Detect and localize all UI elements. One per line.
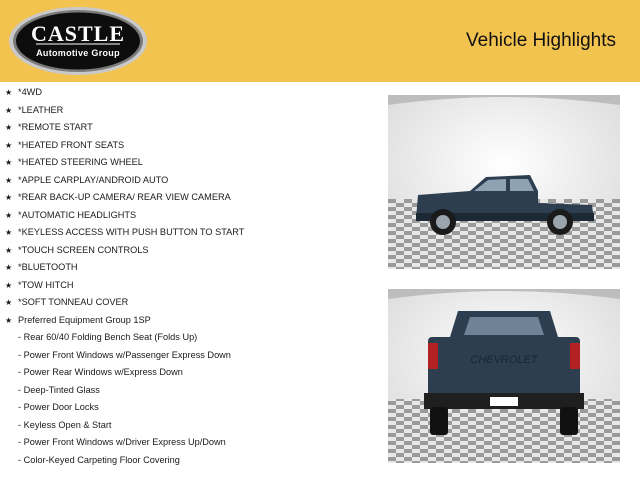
star-icon: ★ [5, 123, 13, 132]
star-icon: ★ [5, 210, 13, 220]
star-icon: ★ [5, 158, 13, 167]
feature-label: *REAR BACK-UP CAMERA/ REAR VIEW CAMERA [18, 192, 231, 202]
feature-label: *4WD [18, 87, 42, 97]
feature-item [0, 137, 380, 155]
header-banner [0, 0, 640, 82]
feature-item [0, 242, 380, 260]
feature-item [0, 224, 380, 242]
star-icon: ★ [5, 280, 13, 290]
sub-feature-item: - Power Door Locks [18, 402, 99, 412]
star-icon: ★ [5, 88, 13, 97]
feature-item [0, 84, 380, 102]
feature-label: *REMOTE START [18, 122, 93, 132]
star-icon: ★ [5, 315, 13, 325]
star-icon: ★ [5, 193, 13, 202]
star-icon: ★ [5, 298, 13, 307]
sub-feature-item: - Rear 60/40 Folding Bench Seat (Folds Up) [18, 332, 198, 342]
star-icon: ★ [5, 105, 13, 115]
feature-item [0, 119, 380, 137]
feature-item [0, 294, 380, 312]
sub-feature-item: - Deep-Tinted Glass [18, 384, 100, 395]
sub-feature-item: - Keyless Open & Start [18, 419, 112, 430]
truck-rear-photo [388, 289, 620, 463]
feature-list [0, 84, 380, 469]
feature-label: *TOW HITCH [18, 279, 74, 290]
star-icon: ★ [5, 263, 13, 272]
castle-logo [8, 6, 148, 76]
sub-feature-item: - Power Rear Windows w/Express Down [18, 367, 183, 377]
feature-item [0, 154, 380, 172]
tailgate-text: CHEVROLET [470, 354, 538, 366]
logo-sub-text: Automotive Group [36, 48, 120, 58]
feature-label: Preferred Equipment Group 1SP [18, 314, 151, 325]
feature-label: *TOUCH SCREEN CONTROLS [18, 244, 149, 255]
feature-item [0, 207, 380, 225]
feature-label: *BLUETOOTH [18, 262, 78, 272]
feature-label: *HEATED FRONT SEATS [18, 139, 125, 150]
feature-label: *LEATHER [18, 104, 64, 115]
feature-item [0, 259, 380, 277]
sub-feature-item: - Color-Keyed Carpeting Floor Covering [18, 454, 180, 465]
star-icon: ★ [5, 228, 13, 237]
feature-label: *SOFT TONNEAU COVER [18, 297, 129, 307]
logo-main-text: CASTLE [30, 21, 126, 46]
truck-side-photo [388, 95, 620, 269]
feature-label: *APPLE CARPLAY/ANDROID AUTO [18, 174, 169, 185]
feature-item [0, 312, 380, 330]
sub-feature-item: - Power Front Windows w/Driver Express Up/Down [18, 437, 226, 447]
feature-label: *AUTOMATIC HEADLIGHTS [18, 209, 137, 220]
feature-item [0, 277, 380, 295]
sub-feature-item: - Power Front Windows w/Passenger Express Down [18, 349, 231, 360]
star-icon: ★ [5, 175, 13, 185]
page-title: Vehicle Highlights [466, 30, 616, 51]
feature-item [0, 172, 380, 190]
feature-label: *HEATED STEERING WHEEL [18, 157, 143, 167]
feature-label: *KEYLESS ACCESS WITH PUSH BUTTON TO START [18, 227, 245, 237]
star-icon: ★ [5, 245, 13, 255]
feature-item [0, 189, 380, 207]
star-icon: ★ [5, 140, 13, 150]
feature-item [0, 102, 380, 120]
